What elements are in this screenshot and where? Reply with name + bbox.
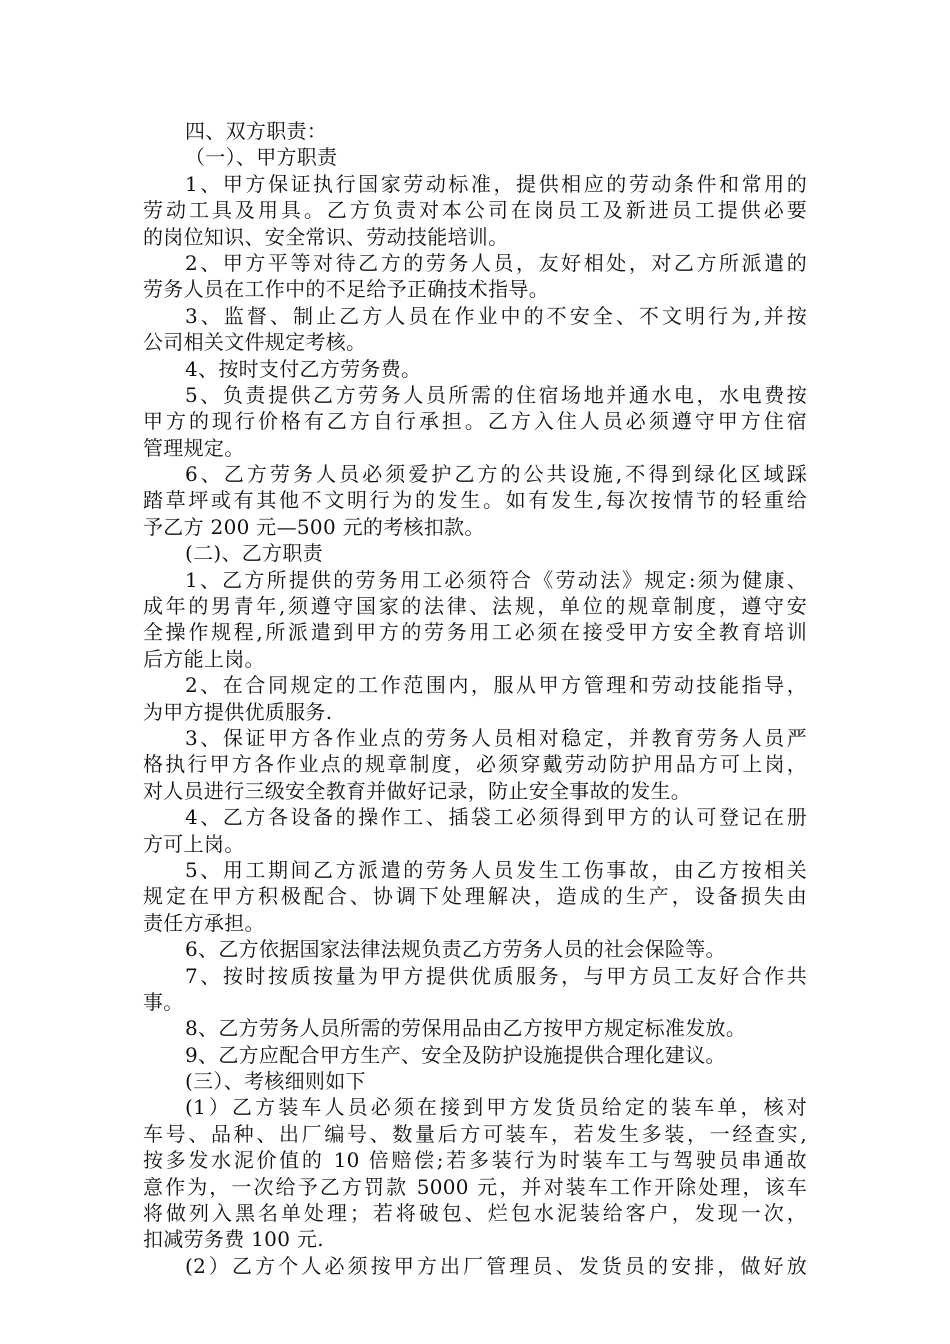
text-line: 全操作规程,所派遣到甲方的劳务用工必须在接受甲方安全教育培训 <box>143 620 807 645</box>
text-line: (二)、乙方职责 <box>185 541 324 566</box>
text-line: 1、甲方保证执行国家劳动标准，提供相应的劳动条件和常用的 <box>185 171 807 196</box>
text-line: 7、按时按质按量为甲方提供优质服务，与甲方员工友好合作共 <box>185 963 807 988</box>
text-line: 劳动工具及用具。乙方负责对本公司在岗员工及新进员工提供必要 <box>143 198 807 223</box>
text-line: 4、按时支付乙方劳务费。 <box>185 356 422 381</box>
text-line: 对人员进行三级安全教育并做好记录，防止安全事故的发生。 <box>143 778 692 803</box>
text-line: 5、用工期间乙方派遣的劳务人员发生工伤事故，由乙方按相关 <box>185 857 807 882</box>
text-line: 扣减劳务费 100 元. <box>143 1227 324 1252</box>
text-line: 甲方的现行价格有乙方自行承担。乙方入住人员必须遵守甲方住宿 <box>143 409 807 434</box>
text-line: 意作为，一次给予乙方罚款 5000 元，并对装车工作开除处理，该车 <box>143 1174 807 1199</box>
text-line: 事。 <box>143 989 184 1014</box>
document-body <box>143 118 807 1279</box>
text-line: 4、乙方各设备的操作工、插袋工必须得到甲方的认可登记在册 <box>185 805 807 830</box>
text-line: 3、监督、制止乙方人员在作业中的不安全、不文明行为,并按 <box>185 303 807 328</box>
text-line: 公司相关文件规定考核。 <box>143 330 367 355</box>
text-line: 6、乙方依据国家法律法规负责乙方劳务人员的社会保险等。 <box>185 937 726 962</box>
text-line: 5、负责提供乙方劳务人员所需的住宿场地并通水电，水电费按 <box>185 382 807 407</box>
text-line: 方可上岗。 <box>143 831 245 856</box>
text-line: 1、乙方所提供的劳务用工必须符合《劳动法》规定:须为健康、 <box>185 567 807 592</box>
text-line: (三）、考核细则如下 <box>185 1069 366 1094</box>
text-line: 规定在甲方积极配合、协调下处理解决，造成的生产，设备损失由 <box>143 884 807 909</box>
text-line: （一）、甲方职责 <box>185 145 338 170</box>
text-line: 6、乙方劳务人员必须爱护乙方的公共设施,不得到绿化区域踩 <box>185 462 807 487</box>
text-line: 8、乙方劳务人员所需的劳保用品由乙方按甲方规定标准发放。 <box>185 1016 747 1041</box>
text-line: 为甲方提供优质服务. <box>143 699 333 724</box>
text-line: (2）乙方个人必须按甲方出厂管理员、发货员的安排，做好放 <box>185 1253 807 1278</box>
text-line: (1）乙方装车人员必须在接到甲方发货员给定的装车单，核对 <box>185 1095 807 1120</box>
text-line: 2、在合同规定的工作范围内，服从甲方管理和劳动技能指导， <box>185 673 807 698</box>
text-line: 2、甲方平等对待乙方的劳务人员，友好相处，对乙方所派遣的 <box>185 250 807 275</box>
text-line: 踏草坪或有其他不文明行为的发生。如有发生,每次按情节的轻重给 <box>143 488 807 513</box>
text-line: 成年的男青年,须遵守国家的法律、法规，单位的规章制度，遵守安 <box>143 594 807 619</box>
text-line: 按多发水泥价值的 10 倍赔偿;若多装行为时装车工与驾驶员串通故 <box>143 1148 807 1173</box>
text-line: 责任方承担。 <box>143 910 265 935</box>
text-line: 后方能上岗。 <box>143 646 265 671</box>
text-line: 管理规定。 <box>143 435 245 460</box>
text-line: 劳务人员在工作中的不足给予正确技术指导。 <box>143 277 549 302</box>
text-line: 车号、品种、出厂编号、数量后方可装车，若发生多装，一经查实, <box>143 1121 807 1146</box>
text-line: 的岗位知识、安全常识、劳动技能培训。 <box>143 224 509 249</box>
text-line: 3、保证甲方各作业点的劳务人员相对稳定，并教育劳务人员严 <box>185 725 807 750</box>
text-line: 9、乙方应配合甲方生产、安全及防护设施提供合理化建议。 <box>185 1042 726 1067</box>
text-line: 予乙方 200 元—500 元的考核扣款。 <box>143 514 485 539</box>
text-line: 将做列入黑名单处理；若将破包、烂包水泥装给客户，发现一次， <box>143 1201 807 1226</box>
text-line: 格执行甲方各作业点的规章制度，必须穿戴劳动防护用品方可上岗， <box>143 752 807 777</box>
text-line: 四、双方职责： <box>185 119 328 143</box>
